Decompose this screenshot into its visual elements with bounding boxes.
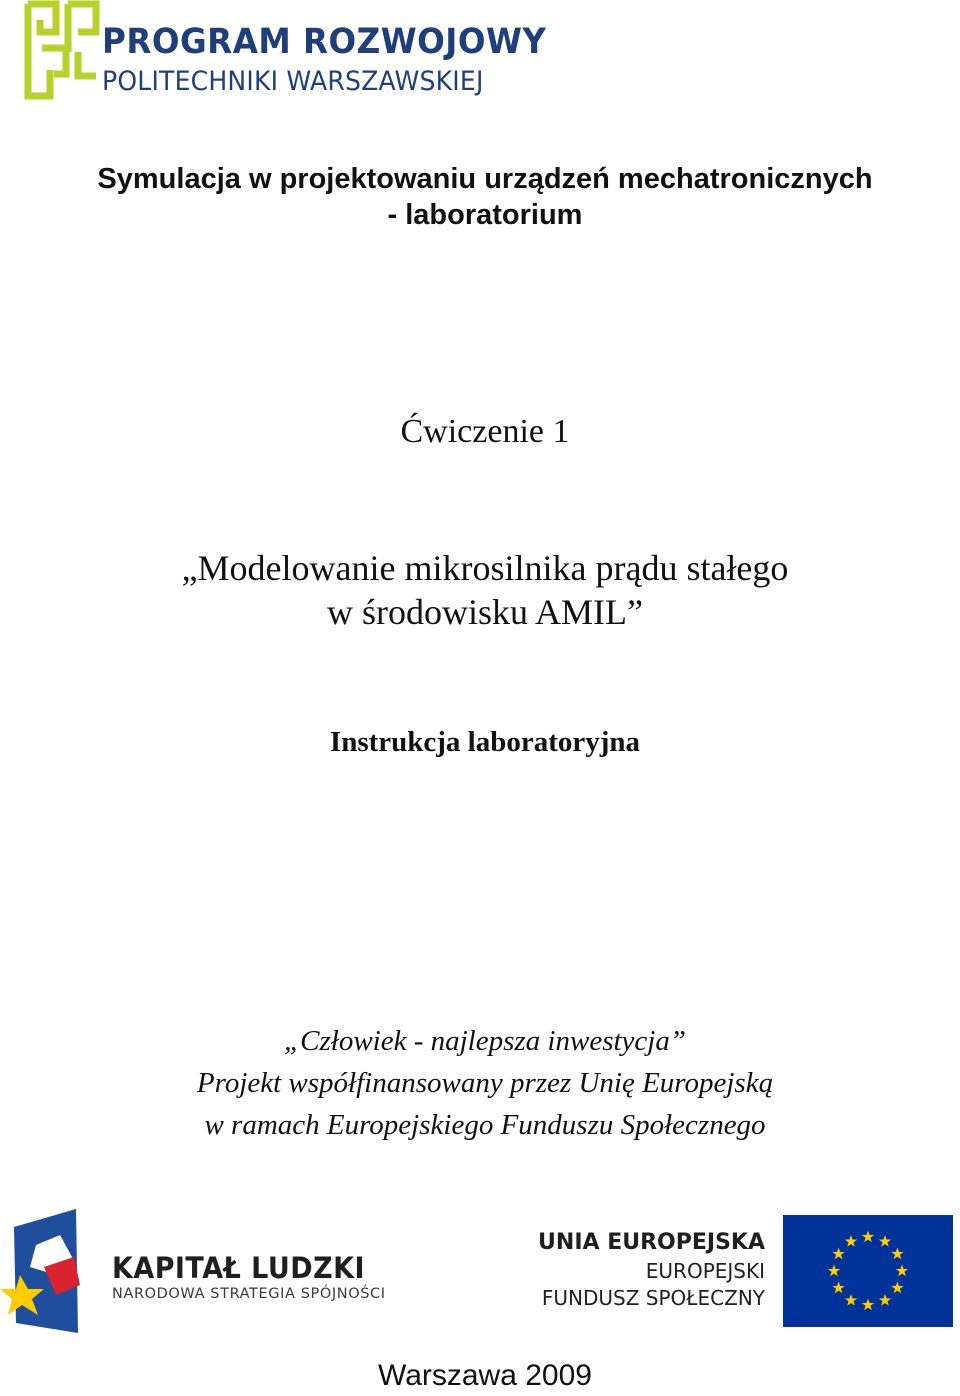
kapital-ludzki-title: KAPITAŁ LUDZKI	[112, 1251, 365, 1285]
place-and-year: Warszawa 2009	[378, 1359, 592, 1392]
kapital-ludzki-logo-mark	[0, 1205, 90, 1335]
efs-name-line2: FUNDUSZ SPOŁECZNY	[541, 1286, 765, 1310]
cofunding-line1: Projekt współfinansowany przez Unię Europejską	[196, 1067, 774, 1099]
course-title-line1: Symulacja w projektowaniu urządzeń mechatronicznych	[97, 163, 873, 195]
eu-flag-icon	[783, 1215, 953, 1327]
exercise-title-line2: w środowisku AMIL”	[327, 592, 643, 632]
kapital-ludzki-subtitle: NARODOWA STRATEGIA SPÓJNOŚCI	[112, 1286, 386, 1302]
program-rozwojowy-title: PROGRAM ROZWOJOWY	[102, 22, 547, 62]
eu-name: UNIA EUROPEJSKA	[538, 1230, 765, 1255]
program-rozwojowy-logo-mark	[22, 0, 102, 102]
exercise-title-line1: „Modelowanie mikrosilnika prądu stałego	[181, 548, 789, 588]
motto: „Człowiek - najlepsza inwestycja”	[284, 1025, 686, 1057]
document-type: Instrukcja laboratoryjna	[329, 726, 641, 758]
efs-name-line1: EUROPEJSKI	[645, 1259, 765, 1283]
exercise-number: Ćwiczenie 1	[400, 413, 570, 450]
cofunding-line2: w ramach Europejskiego Funduszu Społecznego	[204, 1109, 766, 1141]
politechnika-name: POLITECHNIKI WARSZAWSKIEJ	[102, 66, 484, 97]
course-title-line2: - laboratorium	[387, 199, 583, 231]
